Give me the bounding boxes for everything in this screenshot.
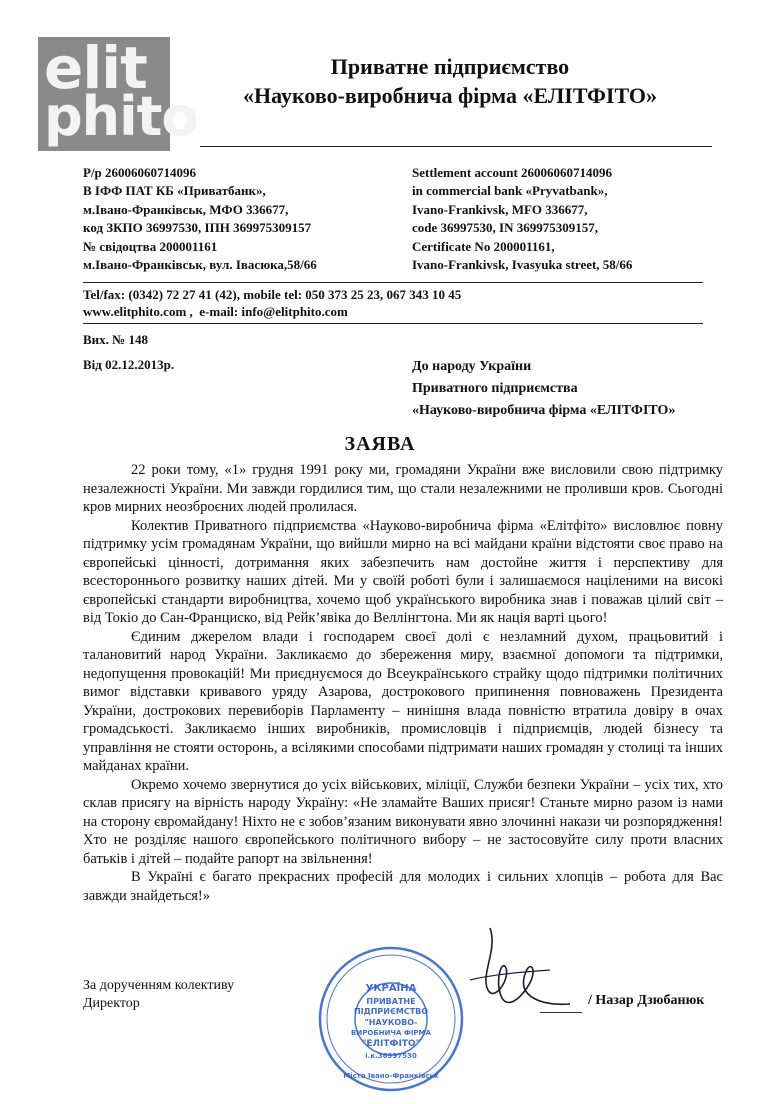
company-title-line2: «Науково-виробнича фірма «ЕЛІТФІТО» <box>243 83 657 108</box>
stamp-country: УКРАЇНА <box>365 983 417 994</box>
handwritten-signature <box>450 920 580 1020</box>
statement-body <box>83 461 723 905</box>
signature-position: Директор <box>83 996 140 1011</box>
stamp-line5: "ЕЛІТФІТО" <box>361 1039 421 1049</box>
bank-line: Certificate No 200001161, <box>412 238 555 254</box>
bank-line: in commercial bank «Pryvatbank», <box>412 183 608 199</box>
signature-authority: За дорученням колективу <box>83 978 235 993</box>
signer-name: / Назар Дзюбанюк <box>588 993 705 1008</box>
letter-date: Від 02.12.2013р. <box>83 357 175 372</box>
company-title-line1: Приватне підприємство <box>330 54 570 79</box>
stamp-line4: ВИРОБНИЧА ФІРМА <box>351 1029 431 1037</box>
outgoing-number: Вих. № 148 <box>83 332 148 347</box>
addressee-line2: Приватного підприємства <box>412 381 578 396</box>
contacts-top-divider <box>83 282 703 283</box>
stamp-code: і.к.36997530 <box>365 1052 417 1060</box>
bank-line: code 36997530, IN 369975309157, <box>412 220 598 236</box>
bank-line: № свідоцтва 200001161 <box>83 238 218 254</box>
bank-line: код ЗКПО 36997530, ІПН 369975309157 <box>83 220 312 236</box>
paragraph: Колектив Приватного підприємства «Науково-виробнича фірма «Елітфіто» висловлює повну підтримку усім громадянам України, що вийшли мирно на всі майдани країни відстояти своє право на європейські цінності, дотримання яких забезпечить нам достойне життя і перспективу для всестороннього розвитку наших дітей. Ми у своїй роботі були і залишаємося націленими на високі європейські стандарти виробництва, хочемо щоб українського виробника знав і поважав цілий світ – від Токіо до Сан-Франциско, від Рейк’явіка до Веллінгтона. Ми як нація варті цього! <box>83 517 723 626</box>
document-title: ЗАЯВА <box>344 433 416 455</box>
bank-line: Ivano-Frankivsk, Ivasyuka street, 58/66 <box>412 257 633 273</box>
bank-line: Ivano-Frankivsk, MFO 336677, <box>412 201 588 217</box>
company-stamp <box>316 944 466 1094</box>
stamp-line1: ПРИВАТНЕ <box>366 997 416 1006</box>
header-divider <box>200 146 712 147</box>
bank-line: м.Івано-Франківськ, вул. Івасюка,58/66 <box>83 257 317 273</box>
contacts-bottom-divider <box>83 323 703 324</box>
addressee-line1: До народу України <box>412 359 532 374</box>
bank-details-english <box>412 164 632 274</box>
stamp-city: Місто Івано-Франківськ <box>343 1072 439 1080</box>
bank-line: м.Івано-Франківськ, МФО 336677, <box>83 201 289 217</box>
paragraph: В Україні є багато прекрасних професій для молодих і сильних хлопців – робота для Вас завжди знайдеться!» <box>83 869 723 904</box>
bank-line: Settlement account 26006060714096 <box>412 165 613 180</box>
stamp-line2: ПІДПРИЄМСТВО <box>353 1007 429 1016</box>
contact-phones: Tel/fax: (0342) 72 27 41 (42), mobile tel: 050 373 25 23, 067 343 10 45 <box>83 287 462 302</box>
logo-text-line2: phito <box>44 85 198 148</box>
bank-line: В ІФФ ПАТ КБ «Приватбанк», <box>83 183 266 199</box>
bank-details-ukrainian <box>83 164 317 274</box>
addressee-line3: «Науково-виробнича фірма «ЕЛІТФІТО» <box>412 403 676 418</box>
bank-line: Р/р 26006060714096 <box>83 165 197 180</box>
paragraph: 22 роки тому, «1» грудня 1991 року ми, громадяни України вже висловили свою підтримку незалежності України. Ми завжди гордилися тим, що стали незалежними не проливши кров. Сьогодні кров мирних неозброєних людей пролилася. <box>83 462 723 515</box>
contact-web-email: www.elitphito.com , e-mail: info@elitphito.com <box>83 304 348 319</box>
company-logo <box>38 34 198 151</box>
paragraph: Єдиним джерелом влади і господарем своєї долі є незламний духом, працьовитий і талановитий народ України. Закликаємо до збереження миру, взаємної допомоги та підтримки, недопущення провокацій! Ми приєднуємося до Всеукраїнського страйку щодо підтримки політичних вимог відставки кривавого уряду Азарова, дострокового припинення повноважень Президента України, дострокових перевиборів Парламенту – нинішня влада повністю втратила довіру в очах громадськості. Закликаємо інших виробників, промисловців і підприємців, людей бізнесу та управління не стояти осторонь, а всілякими способами підтримати наших громадян у столиці та інших майданах країни. <box>83 628 723 774</box>
logo-text-line1: elit <box>44 34 147 102</box>
paragraph: Окремо хочемо звернутися до усіх військових, міліції, Служби безпеки України – усіх тих, хто склав присягу на вірність народу Україну: «Не зламайте Ваших присяг! Станьте мирно разом із нами на сторону євромайдану! Ніхто не є зобов’язаним виконувати явно злочинні накази чи розпорядження! Хто не розділяє нашого європейського політичного вибору – не застосовуйте силу проти власних батьків і дітей – подайте рапорт на звільнення! <box>83 776 723 867</box>
stamp-line3: "НАУКОВО- <box>364 1018 418 1027</box>
